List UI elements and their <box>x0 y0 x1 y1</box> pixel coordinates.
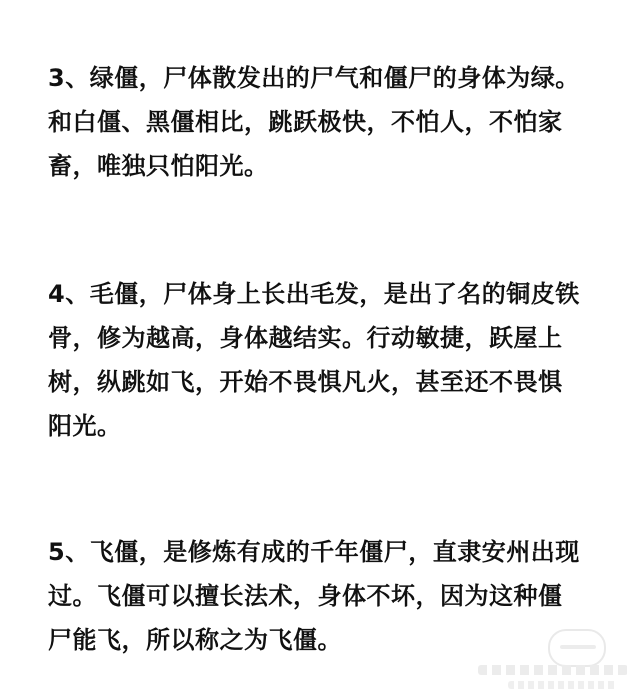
text-line: 3、绿僵，尸体散发出的尸气和僵尸的身体为绿。 <box>48 64 580 92</box>
text-line: 4、毛僵，尸体身上长出毛发，是出了名的铜皮铁 <box>48 280 580 308</box>
paragraph-green-zombie <box>48 56 608 188</box>
watermark-text-line <box>478 665 628 675</box>
watermark-badge-icon <box>548 629 606 667</box>
text-line: 和白僵、黑僵相比，跳跃极快，不怕人，不怕家 <box>48 108 563 136</box>
watermark-subtext-line <box>508 681 618 689</box>
text-line: 尸能飞，所以称之为飞僵。 <box>48 626 342 654</box>
text-line: 过。飞僵可以擅长法术，身体不坏，因为这种僵 <box>48 582 563 610</box>
text-line: 骨，修为越高，身体越结实。行动敏捷，跃屋上 <box>48 324 563 352</box>
text-line: 畜，唯独只怕阳光。 <box>48 152 269 180</box>
text-line: 5、飞僵，是修炼有成的千年僵尸，直隶安州出现 <box>48 538 580 566</box>
paragraph-hairy-zombie <box>48 272 608 448</box>
watermark-logo <box>478 629 628 689</box>
text-line: 阳光。 <box>48 412 122 440</box>
text-line: 树，纵跳如飞，开始不畏惧凡火，甚至还不畏惧 <box>48 368 563 396</box>
